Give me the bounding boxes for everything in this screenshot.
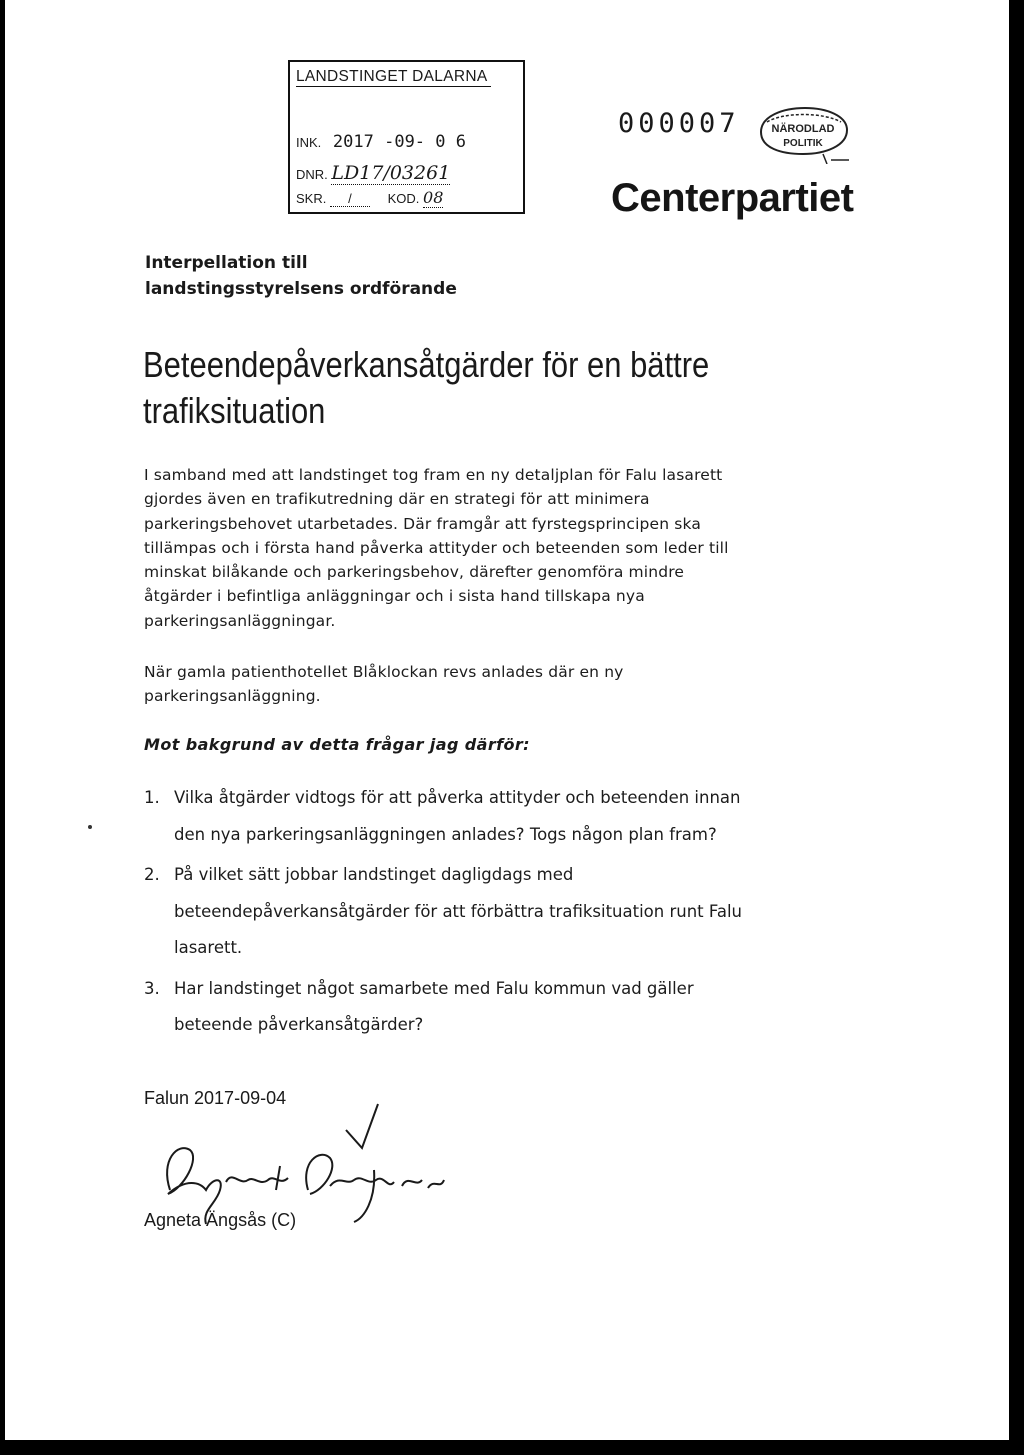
recipient-line: landstingsstyrelsens ordförande	[145, 279, 457, 299]
question-number: 2.	[144, 865, 160, 884]
question-item	[144, 971, 904, 1044]
party-name: Centerpartiet	[611, 176, 854, 220]
question-number: 1.	[144, 788, 160, 807]
document-page	[5, 0, 1009, 1440]
body-line: parkeringsanläggning.	[144, 687, 321, 706]
body-line: gjordes även en trafikutredning där en strategi för att minimera	[144, 490, 650, 509]
body-line: minskat bilåkande och parkeringsbehov, därefter genomföra mindre	[144, 563, 685, 582]
stamp-dnr-row	[296, 162, 450, 185]
document-number: 000007	[618, 108, 740, 139]
body-paragraph	[144, 660, 904, 709]
stamp-organization: LANDSTINGET DALARNA	[296, 68, 491, 87]
question-line: Har landstinget något samarbete med Falu kommun vad gäller	[174, 978, 694, 998]
recipient-line: Interpellation till	[145, 253, 308, 273]
place-and-date: Falun 2017-09-04	[144, 1088, 287, 1108]
title-line: Beteendepåverkansåtgärder för en bättre	[143, 344, 710, 385]
question-line: På vilket sätt jobbar landstinget dagligdags med	[174, 865, 574, 884]
body-line: parkeringsbehovet utarbetades. Där framgår att fyrstegsprincipen ska	[144, 514, 701, 533]
stamp-skr-value: /	[330, 191, 370, 207]
question-line: beteendepåverkansåtgärder för att förbättra trafiksituation runt Falu	[174, 901, 743, 921]
body-line: åtgärder i befintliga anläggningar och i sista hand tillskapa nya	[144, 587, 645, 606]
body-line: I samband med att landstinget tog fram en ny detaljplan för Falu lasarett	[144, 466, 723, 484]
stamp-ink-label: INK.	[296, 135, 322, 150]
question-number: 3.	[144, 978, 160, 998]
stamp-dnr-label: DNR.	[296, 167, 328, 182]
stamp-kod-value: 08	[423, 188, 444, 207]
document-title	[143, 342, 779, 434]
question-line: Vilka åtgärder vidtogs för att påverka attityder och beteenden innan	[174, 788, 741, 807]
question-line: den nya parkeringsanläggningen anlades? Togs någon plan fram?	[174, 824, 717, 844]
question-list	[144, 780, 904, 1048]
party-emblem-icon	[753, 102, 853, 164]
stray-mark	[88, 825, 92, 829]
question-line: lasarett.	[174, 938, 243, 957]
stamp-skr-label: SKR.	[296, 191, 327, 206]
registration-stamp	[288, 60, 525, 214]
question-item	[144, 857, 904, 967]
svg-text:NÄRODLAD: NÄRODLAD	[771, 123, 835, 135]
stamp-ink-date: 2017 -09- 0 6	[332, 132, 466, 152]
stamp-skr-row	[296, 188, 443, 208]
signer-name: Agneta Ängsås (C)	[144, 1210, 297, 1230]
stamp-dnr-value: LD17/03261	[331, 162, 451, 184]
stamp-kod-label: KOD.	[387, 191, 420, 206]
stamp-ink-row	[296, 132, 466, 152]
body-paragraph	[144, 463, 904, 633]
question-lead: Mot bakgrund av detta frågar jag därför:	[144, 735, 530, 754]
body-line: tillämpas och i första hand påverka attityder och beteenden som leder till	[144, 538, 729, 557]
recipient-heading	[145, 250, 457, 302]
body-line: parkeringsanläggningar.	[144, 611, 336, 630]
svg-text:POLITIK: POLITIK	[783, 138, 823, 149]
question-line: beteende påverkansåtgärder?	[174, 1015, 424, 1034]
title-line: trafiksituation	[143, 390, 326, 431]
body-line: När gamla patienthotellet Blåklockan revs anlades där en ny	[144, 663, 624, 681]
question-item	[144, 780, 904, 853]
